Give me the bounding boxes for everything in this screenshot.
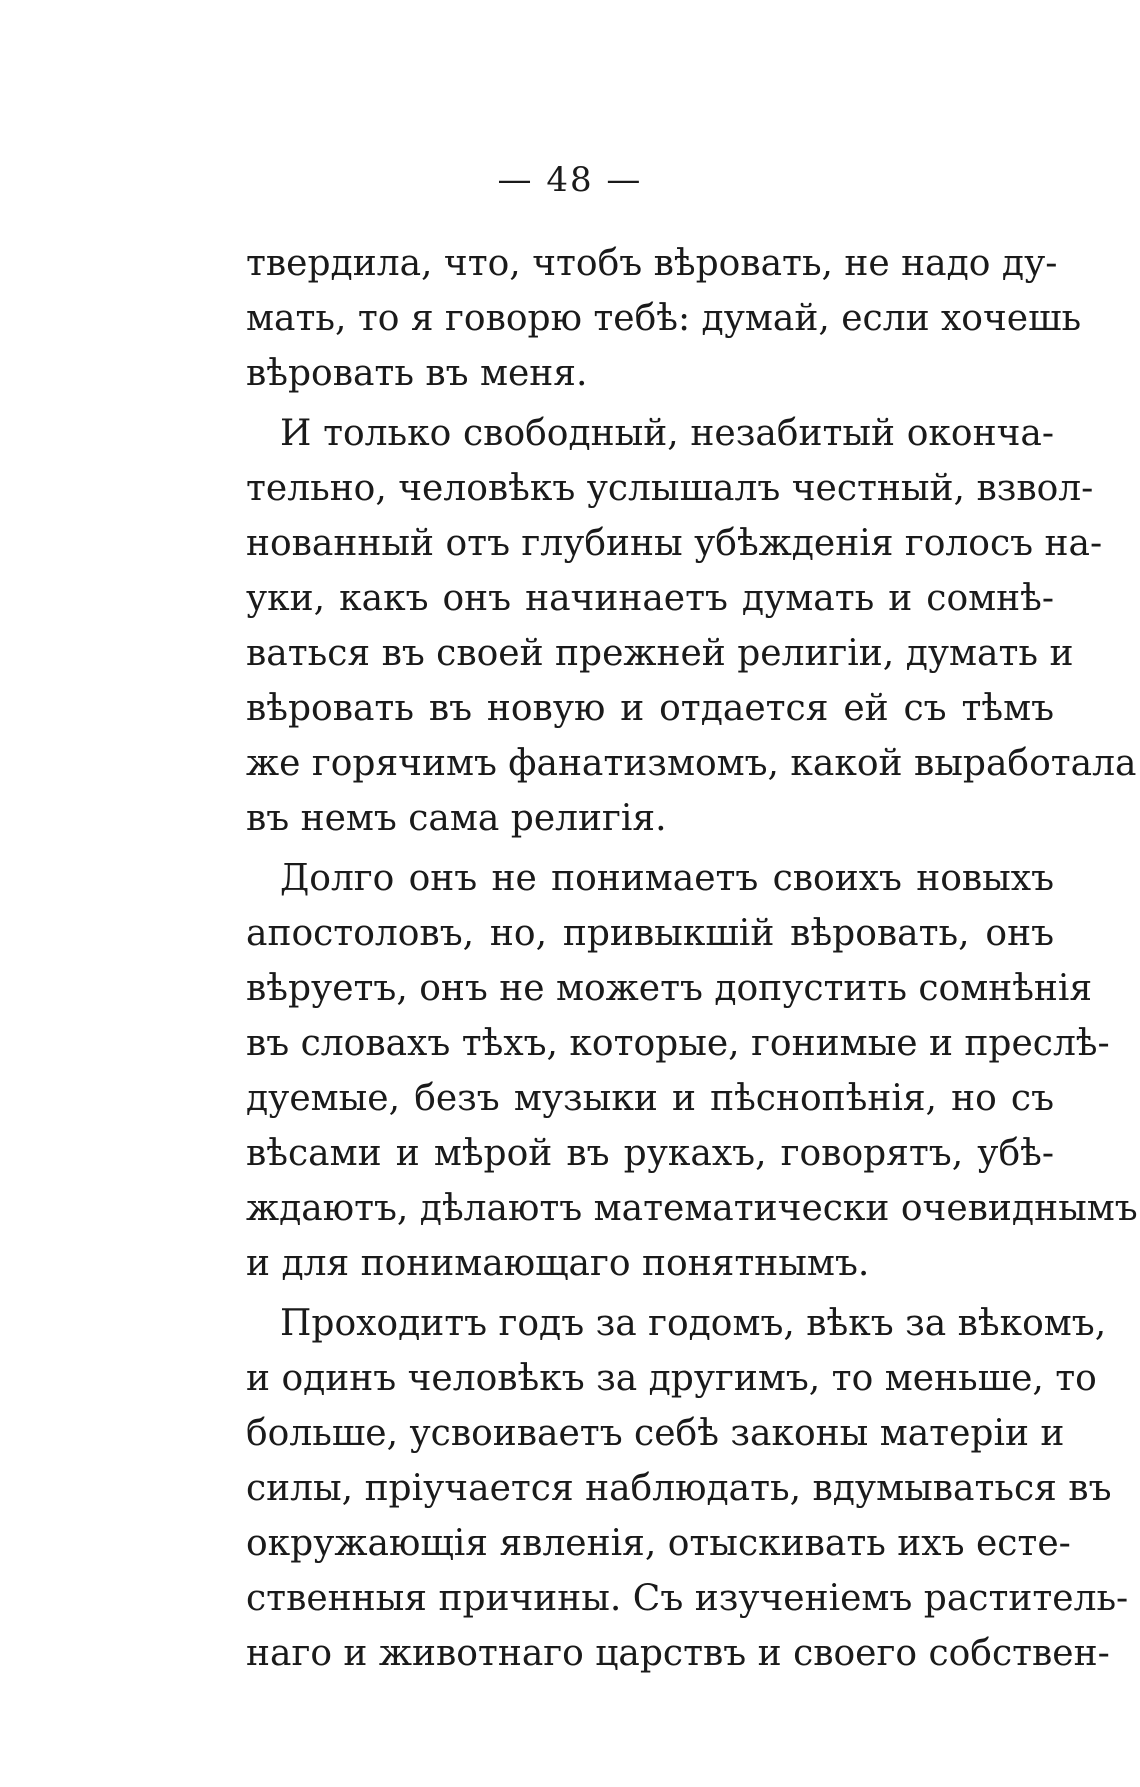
text-line: ждаютъ, дѣлаютъ математически очевиднымъ bbox=[246, 1188, 1138, 1229]
text-line: Проходитъ годъ за годомъ, вѣкъ за вѣкомъ, bbox=[280, 1303, 1107, 1344]
text-line: вѣруетъ, онъ не можетъ допустить сомнѣнія bbox=[246, 968, 1093, 1009]
text-line: мать, то я говорю тебѣ: думай, если хочешь bbox=[246, 298, 1082, 339]
paragraph-4 bbox=[246, 1296, 1129, 1681]
text-line: въ словахъ тѣхъ, которые, гонимые и преслѣ- bbox=[246, 1023, 1110, 1064]
text-line: и одинъ человѣкъ за другимъ, то меньше, то bbox=[246, 1358, 1097, 1399]
text-line: окружающія явленія, отыскивать ихъ есте- bbox=[246, 1523, 1071, 1564]
text-line: Долго онъ не понимаетъ своихъ новыхъ bbox=[280, 858, 1054, 899]
paragraph-1 bbox=[246, 236, 1082, 401]
text-line: уки, какъ онъ начинаетъ думать и сомнѣ- bbox=[246, 578, 1054, 619]
text-line: вѣровать въ меня. bbox=[246, 353, 588, 394]
text-line: И только свободный, незабитый оконча- bbox=[280, 413, 1054, 454]
paragraph-3 bbox=[246, 851, 1138, 1291]
text-line: твердила, что, чтобъ вѣровать, не надо ду- bbox=[246, 243, 1058, 284]
text-line: наго и животнаго царствъ и своего собствен- bbox=[246, 1633, 1110, 1674]
paragraph-2 bbox=[246, 406, 1137, 846]
text-line: дуемые, безъ музыки и пѣснопѣнія, но съ bbox=[246, 1078, 1054, 1119]
text-line: и для понимающаго понятнымъ. bbox=[246, 1243, 870, 1284]
text-line: силы, пріучается наблюдать, вдумываться въ bbox=[246, 1468, 1112, 1509]
text-line: больше, усвоиваетъ себѣ законы матеріи и bbox=[246, 1413, 1065, 1454]
text-line: въ немъ сама религія. bbox=[246, 798, 667, 839]
text-line: апостоловъ, но, привыкшій вѣровать, онъ bbox=[246, 913, 1054, 954]
body-text bbox=[246, 236, 1138, 1681]
text-line: тельно, человѣкъ услышалъ честный, взвол- bbox=[246, 468, 1094, 509]
text-line: же горячимъ фанатизмомъ, какой выработала bbox=[246, 743, 1137, 784]
text-line: ственныя причины. Съ изученіемъ раститель- bbox=[246, 1578, 1129, 1619]
page-number: — 48 — bbox=[497, 160, 643, 200]
text-line: ваться въ своей прежней религіи, думать и bbox=[246, 633, 1074, 674]
text-line: вѣсами и мѣрой въ рукахъ, говорятъ, убѣ- bbox=[246, 1133, 1054, 1174]
text-line: вѣровать въ новую и отдается ей съ тѣмъ bbox=[246, 688, 1054, 729]
text-line: нованный отъ глубины убѣжденія голосъ на- bbox=[246, 523, 1103, 564]
